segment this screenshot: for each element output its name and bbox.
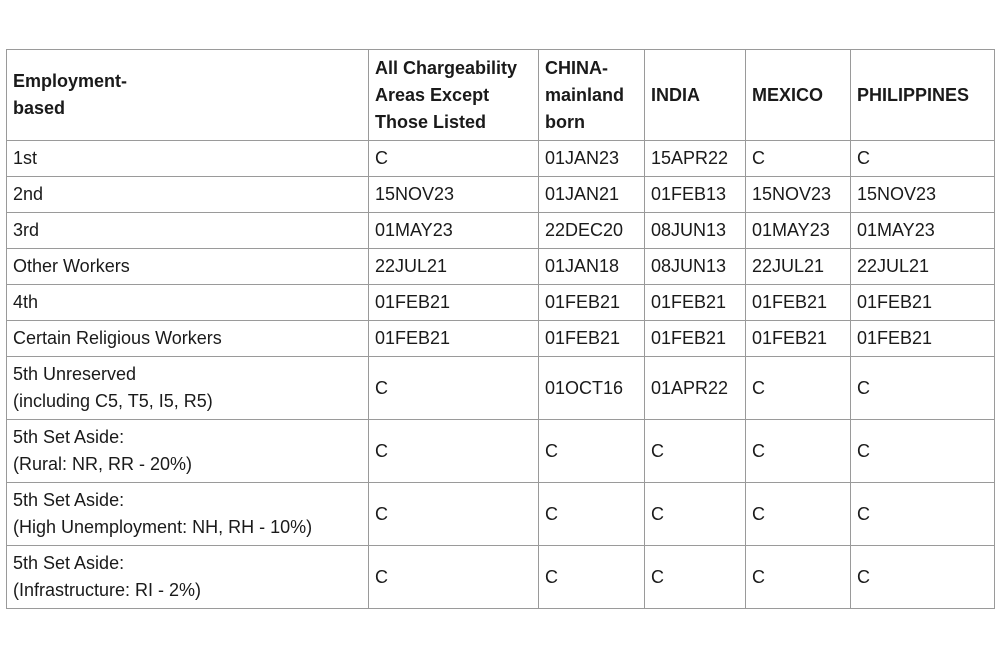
- header-china: [539, 50, 645, 141]
- header-line: Areas Except: [375, 84, 490, 105]
- row-label-line: 5th Set Aside:: [13, 553, 125, 573]
- row-label: [7, 285, 369, 321]
- table-row: [7, 285, 995, 321]
- cell-philippines: 22JUL21: [851, 249, 995, 285]
- cell-india: C: [645, 483, 746, 546]
- cell-mexico: 01FEB21: [746, 285, 851, 321]
- cell-all-chargeability: 01FEB21: [369, 321, 539, 357]
- cell-china: 01FEB21: [539, 285, 645, 321]
- cell-all-chargeability: 15NOV23: [369, 177, 539, 213]
- cell-all-chargeability: C: [369, 483, 539, 546]
- cell-mexico: 22JUL21: [746, 249, 851, 285]
- header-line: PHILIPPINES: [857, 84, 970, 105]
- cell-india: 01FEB13: [645, 177, 746, 213]
- row-label-line: (High Unemployment: NH, RH - 10%): [13, 517, 313, 537]
- table-row: [7, 357, 995, 420]
- header-row: [7, 50, 995, 141]
- row-label-line: Certain Religious Workers: [13, 328, 222, 348]
- cell-mexico: 01MAY23: [746, 213, 851, 249]
- cell-philippines: C: [851, 420, 995, 483]
- cell-philippines: 01FEB21: [851, 321, 995, 357]
- cell-mexico: C: [746, 546, 851, 609]
- cell-philippines: 01FEB21: [851, 285, 995, 321]
- header-india: [645, 50, 746, 141]
- header-line: MEXICO: [752, 84, 824, 105]
- row-label-line: 3rd: [13, 220, 40, 240]
- cell-all-chargeability: C: [369, 141, 539, 177]
- header-line: Those Listed: [375, 111, 487, 132]
- table-row: [7, 420, 995, 483]
- table-row: [7, 546, 995, 609]
- header-all-chargeability: [369, 50, 539, 141]
- cell-philippines: C: [851, 483, 995, 546]
- cell-india: 01APR22: [645, 357, 746, 420]
- row-label: [7, 213, 369, 249]
- cell-india: 08JUN13: [645, 213, 746, 249]
- row-label-line: 1st: [13, 148, 38, 168]
- cell-philippines: 01MAY23: [851, 213, 995, 249]
- cell-china: 01FEB21: [539, 321, 645, 357]
- header-employment-based: [7, 50, 369, 141]
- row-label: [7, 483, 369, 546]
- cell-india: 01FEB21: [645, 321, 746, 357]
- row-label-line: 5th Set Aside:: [13, 490, 125, 510]
- header-line: mainland: [545, 84, 625, 105]
- cell-china: 01OCT16: [539, 357, 645, 420]
- table-row: [7, 483, 995, 546]
- cell-china: C: [539, 420, 645, 483]
- visa-bulletin-table-wrapper: [6, 49, 995, 609]
- cell-mexico: C: [746, 141, 851, 177]
- cell-philippines: C: [851, 141, 995, 177]
- header-line: CHINA-: [545, 57, 608, 78]
- header-line: born: [545, 111, 585, 132]
- table-row: [7, 213, 995, 249]
- row-label: [7, 141, 369, 177]
- cell-philippines: C: [851, 546, 995, 609]
- row-label-line: (Rural: NR, RR - 20%): [13, 454, 193, 474]
- cell-all-chargeability: 01MAY23: [369, 213, 539, 249]
- row-label-line: 5th Unreserved: [13, 364, 137, 384]
- header-line: All Chargeability: [375, 57, 518, 78]
- cell-mexico: C: [746, 357, 851, 420]
- header-philippines: [851, 50, 995, 141]
- cell-china: C: [539, 483, 645, 546]
- cell-india: 01FEB21: [645, 285, 746, 321]
- table-row: [7, 141, 995, 177]
- cell-all-chargeability: C: [369, 420, 539, 483]
- cell-philippines: 15NOV23: [851, 177, 995, 213]
- row-label: [7, 321, 369, 357]
- cell-mexico: C: [746, 483, 851, 546]
- header-line: Employment-: [13, 71, 128, 91]
- row-label: [7, 546, 369, 609]
- cell-all-chargeability: 01FEB21: [369, 285, 539, 321]
- row-label: [7, 249, 369, 285]
- cell-mexico: 15NOV23: [746, 177, 851, 213]
- cell-all-chargeability: 22JUL21: [369, 249, 539, 285]
- cell-china: 01JAN18: [539, 249, 645, 285]
- cell-india: 08JUN13: [645, 249, 746, 285]
- cell-china: 01JAN21: [539, 177, 645, 213]
- row-label-line: Other Workers: [13, 256, 130, 276]
- header-mexico: [746, 50, 851, 141]
- cell-china: 01JAN23: [539, 141, 645, 177]
- row-label-line: 4th: [13, 292, 39, 312]
- table-row: [7, 321, 995, 357]
- cell-mexico: 01FEB21: [746, 321, 851, 357]
- table-row: [7, 177, 995, 213]
- row-label-line: 2nd: [13, 184, 44, 204]
- row-label: [7, 420, 369, 483]
- cell-all-chargeability: C: [369, 546, 539, 609]
- cell-mexico: C: [746, 420, 851, 483]
- cell-china: C: [539, 546, 645, 609]
- cell-india: C: [645, 546, 746, 609]
- row-label-line: 5th Set Aside:: [13, 427, 125, 447]
- row-label-line: (Infrastructure: RI - 2%): [13, 580, 202, 600]
- header-line: based: [13, 98, 66, 118]
- visa-bulletin-table: [6, 49, 995, 609]
- cell-all-chargeability: C: [369, 357, 539, 420]
- row-label: [7, 177, 369, 213]
- cell-philippines: C: [851, 357, 995, 420]
- cell-china: 22DEC20: [539, 213, 645, 249]
- cell-india: 15APR22: [645, 141, 746, 177]
- table-row: [7, 249, 995, 285]
- row-label: [7, 357, 369, 420]
- cell-india: C: [645, 420, 746, 483]
- header-line: INDIA: [651, 84, 700, 105]
- row-label-line: (including C5, T5, I5, R5): [13, 391, 213, 411]
